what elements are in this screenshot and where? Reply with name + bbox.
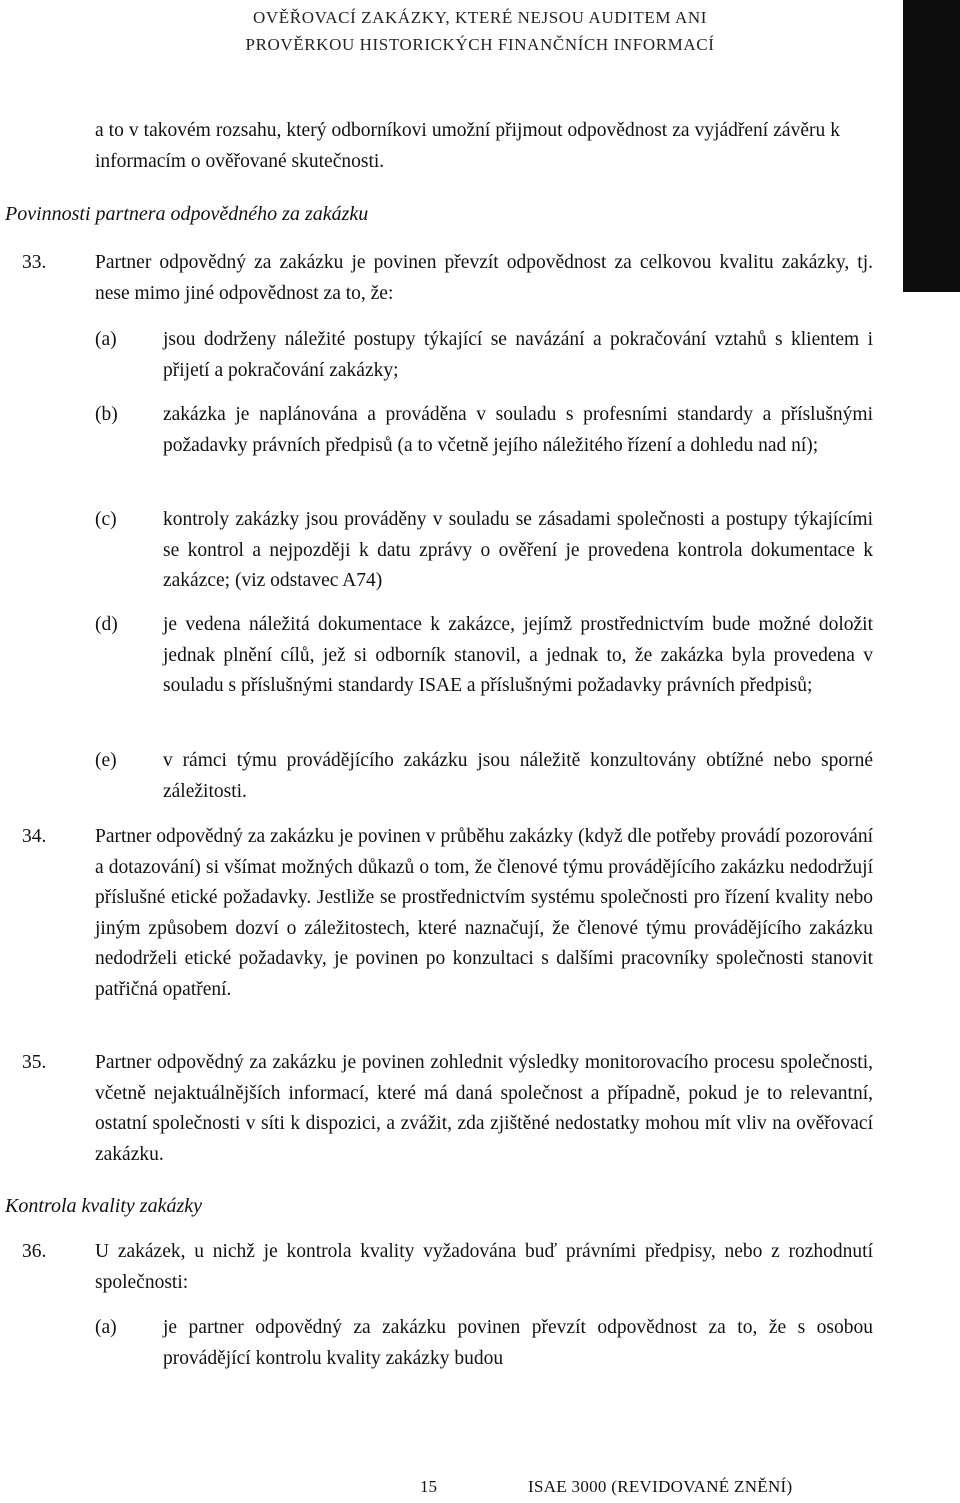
page-number: 15: [420, 1477, 437, 1496]
paragraph-35-text: Partner odpovědný za zakázku je povinen zohlednit výsledky monitorovacího procesu společnosti, včetně nejaktuálnějších informací, které má daná společnost a případně, pokud je to relevantní, ostatní společnosti v síti k dispozici, a zvážit, zda zjištěné nedostatky mohou mít vliv na ověřovací zakázku.: [95, 1052, 873, 1165]
paragraph-number-33: 33.: [22, 252, 47, 273]
footer-document-title: ISAE 3000 (REVIDOVANÉ ZNĚNÍ): [528, 1477, 793, 1496]
paragraph-33-text: Partner odpovědný za zakázku je povinen převzít odpovědnost za celkovou kvalitu zakázky, tj. nese mimo jiné odpovědnost za to, že:: [95, 252, 873, 304]
intro-text: a to v takovém rozsahu, který odborníkovi umožní přijmout odpovědnost za vyjádření závěru k informacím o ověřované skutečnosti.: [95, 120, 840, 172]
paragraph-35: [95, 1048, 873, 1170]
paragraph-33: [95, 248, 873, 309]
paragraph-36-text: U zakázek, u nichž je kontrola kvality vyžadována buď právními předpisy, nebo z rozhodnutí společnosti:: [95, 1241, 873, 1293]
item-33e-text: v rámci týmu provádějícího zakázku jsou náležitě konzultovány obtížné nebo sporné záležitosti.: [163, 750, 873, 802]
header-line-2: PROVĚRKOU HISTORICKÝCH FINANČNÍCH INFORMACÍ: [245, 35, 715, 54]
item-33e: [163, 746, 873, 807]
item-33a: [163, 325, 873, 386]
item-33a-label: (a): [95, 329, 117, 350]
page-header: [120, 4, 840, 58]
section-heading-partner-duties: Povinnosti partnera odpovědného za zakázku: [5, 203, 369, 225]
item-36a-text: je partner odpovědný za zakázku povinen převzít odpovědnost za to, že s osobou provádějící kontrolu kvality zakázky budou: [163, 1317, 873, 1369]
item-33d-text: je vedena náležitá dokumentace k zakázce, jejímž prostřednictvím bude možné doložit jednak plnění cílů, jež si odborník stanovil, a jednak to, že zakázka byla provedena v souladu s příslušnými standardy ISAE a příslušnými požadavky právních předpisů;: [163, 614, 873, 696]
paragraph-34: [95, 822, 873, 1005]
item-33b-text: zakázka je naplánována a prováděna v souladu s profesními standardy a příslušnými požadavky právních předpisů (a to včetně jejího náležitého řízení a dohledu nad ní);: [163, 404, 873, 456]
paragraph-number-36: 36.: [22, 1241, 47, 1262]
item-33c-label: (c): [95, 509, 117, 530]
item-33a-text: jsou dodrženy náležité postupy týkající se navázání a pokračování vztahů s klientem i přijetí a pokračování zakázky;: [163, 329, 873, 381]
section-heading-quality-control: Kontrola kvality zakázky: [5, 1195, 202, 1217]
item-33e-label: (e): [95, 750, 117, 771]
item-36a: [163, 1313, 873, 1374]
paragraph-number-34: 34.: [22, 826, 47, 847]
paragraph-34-text: Partner odpovědný za zakázku je povinen v průběhu zakázky (když dle potřeby provádí pozorování a dotazování) si všímat možných důkazů o tom, že členové týmu provádějícího zakázku nedodržují příslušné etické požadavky. Jestliže se prostřednictvím systému společnosti pro řízení kvality nebo jiným způsobem dozví o záležitostech, které naznačují, že členové týmu provádějícího zakázku nedodrželi etické požadavky, je povinen po konzultaci s dalšími pracovníky společnosti stanovit patřičná opatření.: [95, 826, 873, 1000]
paragraph-36: [95, 1237, 873, 1298]
header-line-1: OVĚŘOVACÍ ZAKÁZKY, KTERÉ NEJSOU AUDITEM ANI: [253, 8, 707, 27]
item-33c: [163, 505, 873, 597]
intro-paragraph: [95, 116, 840, 177]
section-tab-marker: [903, 0, 960, 292]
item-33c-text: kontroly zakázky jsou prováděny v souladu se zásadami společnosti a postupy týkajícími se kontrol a nejpozději k datu zprávy o ověření je provedena kontrola dokumentace k zakázce; (viz odstavec A74): [163, 509, 873, 591]
paragraph-number-35: 35.: [22, 1052, 47, 1073]
item-33b-label: (b): [95, 404, 118, 425]
item-36a-label: (a): [95, 1317, 117, 1338]
item-33b: [163, 400, 873, 461]
item-33d: [163, 610, 873, 702]
item-33d-label: (d): [95, 614, 118, 635]
